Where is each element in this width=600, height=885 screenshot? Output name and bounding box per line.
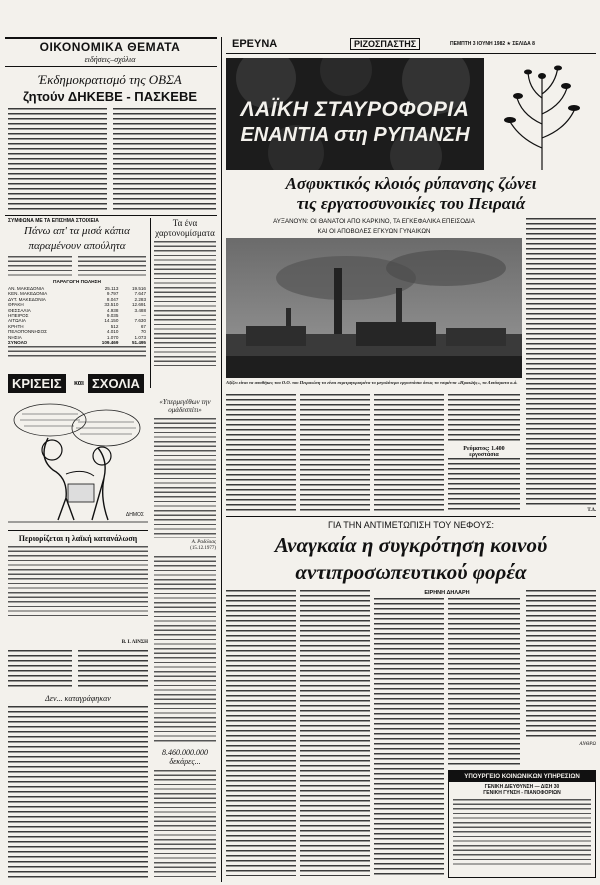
table-cell-value: 3.488 xyxy=(134,307,146,313)
article2-headline-1: Πάνω απ' τα μισά κάπια xyxy=(24,225,130,237)
table-cell-region: ΘΕΣΣΑΛΙΑ xyxy=(8,307,31,313)
ad-title: ΥΠΟΥΡΓΕΙΟ ΚΟΙΝΩΝΙΚΩΝ ΥΠΗΡΕΣΙΩΝ xyxy=(449,771,595,782)
feature-headline-1: Ασφυκτικός κλοιός ρύπανσης ζώνει xyxy=(285,174,537,193)
masthead-section: ΕΡΕΥΝΑ xyxy=(232,38,278,50)
table-cell-value: 2.283 xyxy=(134,296,146,302)
article2-headline-2: παραμένουν απούλητα xyxy=(28,240,126,252)
cartoon xyxy=(8,398,148,528)
article1-headline-1: Έκδημοκρατισμό της ΟΒΣΑ xyxy=(38,72,182,87)
cartoon-bottom-rule xyxy=(8,530,148,531)
table-cell-region: ΚΡΗΤΗ xyxy=(8,323,24,329)
left-top-rule xyxy=(5,37,217,39)
table-cell-value: 9.035 xyxy=(106,313,119,319)
lower-col-2 xyxy=(300,590,370,876)
table-cell-region: ΑΙΤΩΛΙΑ xyxy=(8,318,26,324)
page-column-divider xyxy=(221,37,222,882)
banner-line-2: ΕΝΑΝΤΙΑ στη ΡΥΠΑΝΣΗ xyxy=(240,124,470,146)
article2-footnote xyxy=(8,346,146,360)
side-date: (15.12.1977) xyxy=(190,546,216,551)
masthead-rule xyxy=(226,53,596,54)
feature-headline-2: τις εργατοσυνοικίες του Πειραιά xyxy=(296,194,526,213)
table-cell-region: ΣΥΝΟΛΟ xyxy=(8,340,28,346)
table-row xyxy=(8,340,146,345)
table-cell-value: 4.010 xyxy=(106,329,119,335)
big-number: 8.460.000.000 δεκάρες... xyxy=(162,748,208,766)
table-cell-value: 7.630 xyxy=(134,318,146,324)
plant-drawing xyxy=(488,58,596,170)
feature-mini-head: Ρεύματος: 1.400 εργοστάσια xyxy=(463,446,505,458)
table-cell-value: 1.073 xyxy=(134,334,146,340)
left-sub-rule xyxy=(5,66,217,67)
table-cell-region: ΝΗΣΙΑ xyxy=(8,334,22,340)
krise-word-1: ΚΡΙΣΕΙΣ xyxy=(8,374,66,393)
ad-sub-2: ΓΕΝΙΚΗ ΓΥΝΣΗ - ΠΙΑΝΟΦΟΡΙΩΝ xyxy=(483,790,561,796)
feature-right-col xyxy=(526,218,596,508)
lower-kicker: ΓΙΑ ΤΗΝ ΑΝΤΙΜΕΤΩΠΙΣΗ ΤΟΥ ΝΕΦΟΥΣ: xyxy=(327,520,495,530)
small-sig: Β. Ι. ΛΙΝΣΗ xyxy=(121,640,148,645)
economic-section-title: ΟΙΚΟΝΟΜΙΚΑ ΘΕΜΑΤΑ xyxy=(39,40,181,54)
lower-top-rule xyxy=(226,516,596,517)
side-sig: Α. Ραδόλιας xyxy=(191,540,216,545)
side-article-4 xyxy=(154,770,216,878)
feature-col-b xyxy=(300,394,370,512)
small-article-2b xyxy=(78,650,148,690)
table-cell-value: 19.516 xyxy=(131,286,146,291)
table-cell-value: 14.150 xyxy=(104,318,119,324)
side-article-3 xyxy=(154,556,216,744)
cartoon-drawing xyxy=(8,398,148,528)
table-cell-value: 1.070 xyxy=(106,334,119,340)
lower-col-4 xyxy=(448,598,520,766)
table-cell-value: 67 xyxy=(140,323,146,329)
table-cell-value: 33.510 xyxy=(104,302,119,308)
factory-photo-image xyxy=(226,238,522,378)
table-cell-value: 12.691 xyxy=(131,302,146,308)
left-mid-rule xyxy=(5,215,217,216)
side-col-rule xyxy=(150,218,151,388)
ad-sub-1: ΓΕΝΙΚΗ ΔΙΕΥΘΥΝΣΗ — ΔΙΣΗ 30 xyxy=(484,784,560,790)
factory-photo xyxy=(226,238,522,378)
table-cell-region: ΠΕΛΟΠΟΝΝΗΣΟΣ xyxy=(8,329,48,335)
table-cell-region: ΑΝ. ΜΑΚΕΔΟΝΙΑ xyxy=(8,286,45,291)
cartoon-signature: ΔΗΜΟΣ xyxy=(125,512,144,518)
table-cell-value: 9.797 xyxy=(106,291,119,297)
table-cell-value: — xyxy=(141,313,146,319)
table-cell-value: 7.647 xyxy=(134,291,146,297)
production-table-title: ΠΑΡΑΓΩΓΗ ΠΩΛΗΣΗ xyxy=(53,280,101,285)
feature-col-d xyxy=(448,394,520,444)
article2-kicker: ΣΥΜΦΩΝΑ ΜΕ ΤΑ ΕΠΙΣΗΜΑ ΣΤΟΙΧΕΙΑ xyxy=(8,218,99,224)
table-cell-value: 512 xyxy=(110,323,119,329)
krise-word-and: και xyxy=(74,380,84,387)
table-cell-value: 8.047 xyxy=(106,296,119,302)
feature-sig: Τ.Δ. xyxy=(587,508,596,513)
table-cell-value: 109.469 xyxy=(101,340,119,346)
article2-intro-right xyxy=(78,256,146,278)
production-table-body xyxy=(8,286,146,345)
masthead-paper: ΡΙΖΟΣΠΑΣΤΗΣ xyxy=(350,38,420,50)
table-cell-region: ΔΥΤ. ΜΑΚΕΔΟΝΙΑ xyxy=(8,296,46,302)
photo-caption: Αξίζει είναι τα αποθήκες του Ο.Ο. του Πειραιώτη τα είναι περιτριγυρισμένα το μεγαλύτερα εργοστάσια όπως τα τσιμέντα «Ηρακλής», τα Λιπάσματα κ.ά. xyxy=(226,380,518,385)
article1-headline-2: ζητούν ΔΗΚΕΒΕ - ΠΑΣΚΕΒΕ xyxy=(22,89,198,104)
side-head-2: «Υπερμεγέθων την ομάδεσπίτι» xyxy=(159,398,211,414)
feature-subhead-2: ΚΑΙ ΟΙ ΑΠΟΒΟΛΕΣ ΕΓΚΥΩΝ ΓΥΝΑΙΚΩΝ xyxy=(317,228,431,235)
plant-illustration xyxy=(488,58,596,170)
side-table xyxy=(154,241,216,366)
lower-col-1 xyxy=(226,590,296,876)
lower-col-3 xyxy=(374,598,444,876)
small-article-1 xyxy=(8,546,148,616)
feature-col-c xyxy=(374,394,444,512)
small-article-2 xyxy=(8,650,72,690)
feature-col-d2 xyxy=(448,458,520,512)
economic-section-subtitle: ειδήσεις–σχόλια xyxy=(84,55,136,64)
ministry-ad-box xyxy=(448,770,596,878)
table-cell-value: 25.113 xyxy=(104,286,119,291)
banner-line-1: ΛΑΪΚΗ ΣΤΑΥΡΟΦΟΡΙΑ xyxy=(240,98,470,121)
feature-col-a xyxy=(226,394,296,512)
small-article-3 xyxy=(8,706,148,878)
feature-banner xyxy=(226,58,484,170)
article2-intro xyxy=(8,256,72,278)
article1-body-right xyxy=(113,108,216,212)
side-article-2 xyxy=(154,418,216,538)
table-cell-region: ΚΕΝ. ΜΑΚΕΔΟΝΙΑ xyxy=(8,291,48,297)
production-table xyxy=(8,280,146,345)
lower-byline: ΕΙΡΗΝΗ ΔΗΛΑΡΗ xyxy=(424,590,470,596)
lower-headline-2: αντιπροσωπευτικού φορέα xyxy=(295,560,527,584)
article1-body-left xyxy=(8,108,107,212)
table-cell-value: 4.938 xyxy=(106,307,119,313)
lower-side-sig: ΑΝΘΡΩ xyxy=(579,742,596,747)
small-head-2: Δεν... καταγράφηκαν xyxy=(45,694,111,703)
lower-col-5 xyxy=(526,590,596,740)
side-head-1: Τα ένα χαρτονομίσματα xyxy=(155,218,215,238)
feature-subhead-1: ΑΥΞΑΝΟΥΝ: ΟΙ ΘΑΝΑΤΟΙ ΑΠΟ ΚΑΡΚΙΝΟ, ΤΑ ΕΓΚΕΦΑΛΙΚΑ ΕΠΕΙΣΟΔΙΑ xyxy=(273,218,475,225)
ad-body xyxy=(453,799,591,865)
krise-word-2: ΣΧΟΛΙΑ xyxy=(88,374,144,393)
masthead-date: ΠΕΜΠΤΗ 3 ΙΟΥΝΗ 1982 ★ ΣΕΛΙΔΑ 8 xyxy=(450,41,535,47)
krise-box xyxy=(8,374,148,396)
table-cell-region: ΘΡΑΚΗ xyxy=(8,302,24,308)
table-cell-region: ΗΠΕΙΡΟΣ xyxy=(8,313,29,319)
lower-headline-1: Αναγκαία η συγκρότηση κοινού xyxy=(274,533,548,557)
small-head-1: Περιορίζεται η λαϊκή κατανάλωση xyxy=(18,534,138,543)
table-cell-value: 70 xyxy=(140,329,146,335)
table-cell-value: 51.495 xyxy=(131,340,146,346)
